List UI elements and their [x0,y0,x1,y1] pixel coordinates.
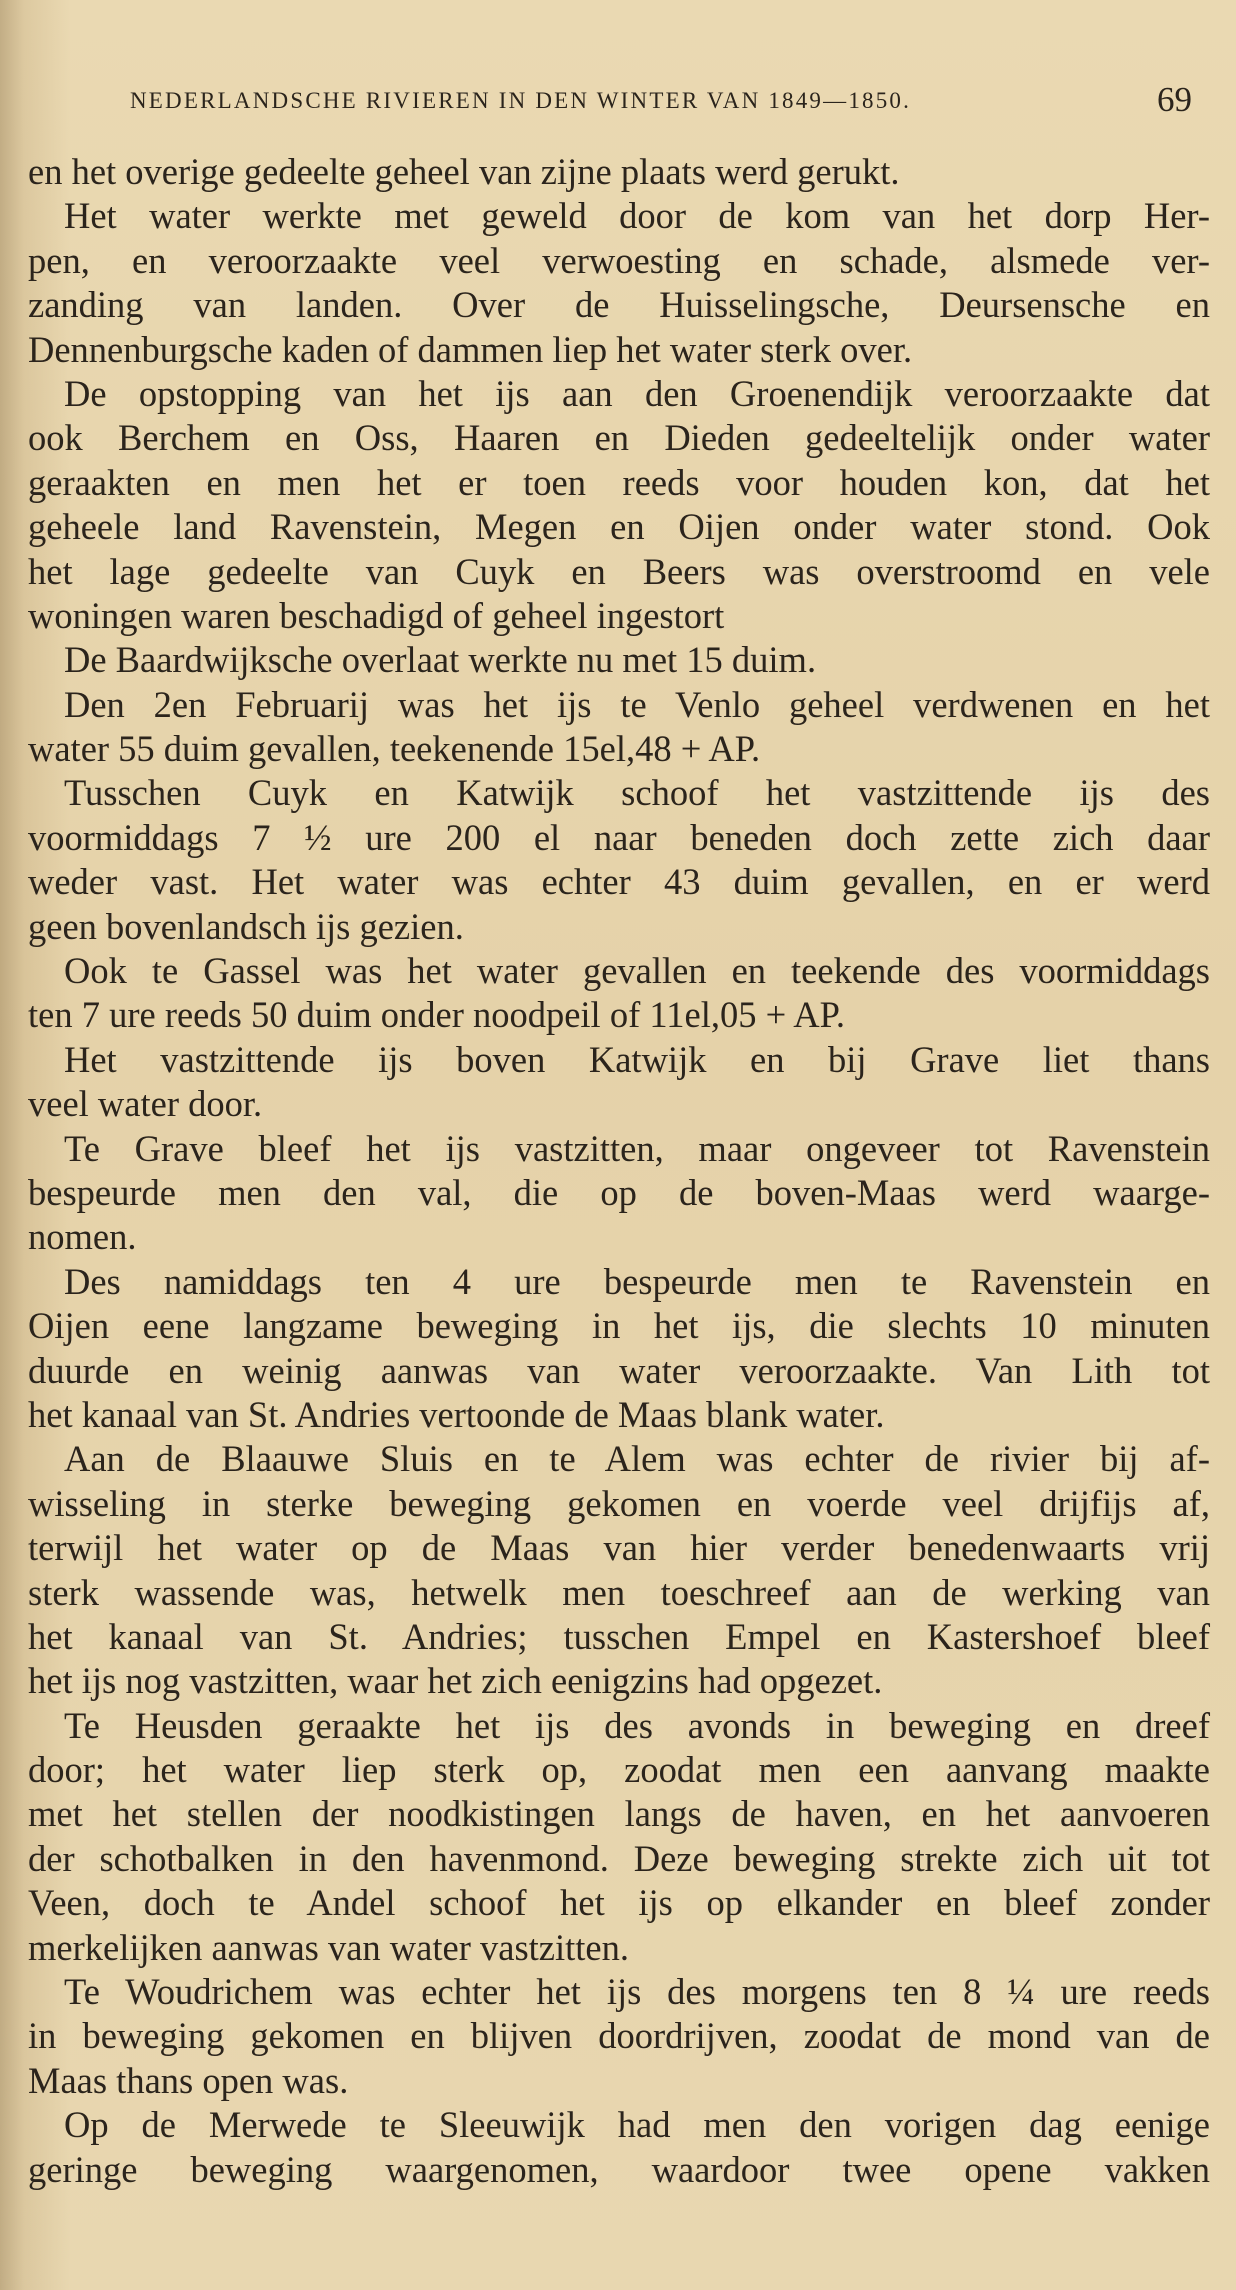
text-line: pen, en veroorzaakte veel verwoesting en schade, alsmede ver- [28,239,1210,281]
text-line: en het overige gedeelte geheel van zijne plaats werd gerukt. [28,151,900,192]
text-line: het kanaal van St. Andries vertoonde de Maas blank water. [28,1393,885,1435]
text-line: Het vastzittende ijs boven Katwijk en bij Grave liet thans [64,1038,1210,1080]
text-line: De Baardwijksche overlaat werkte nu met 15 duim. [64,639,817,681]
text-line: Den 2en Februarij was het ijs te Venlo geheel verdwenen en het [64,683,1210,725]
text-line: Tusschen Cuyk en Katwijk schoof het vastzittende ijs des [64,772,1210,814]
text-line: Oijen eene langzame beweging in het ijs, die slechts 10 minuten [28,1305,1210,1347]
text-line: Het water werkte met geweld door de kom van het dorp Her- [64,195,1210,237]
text-line: water 55 duim gevallen, teekenende 15el,48 + AP. [28,728,761,770]
text-line: De opstopping van het ijs aan den Groenendijk veroorzaakte dat [64,372,1210,414]
text-line: zanding van landen. Over de Huisselingsche, Deursensche en [28,284,1210,326]
body-text [28,150,1210,2192]
text-line: veel water door. [28,1083,263,1125]
text-line: Maas thans open was. [28,2059,349,2101]
text-line: duurde en weinig aanwas van water veroorzaakte. Van Lith tot [28,1349,1210,1391]
text-line: door; het water liep sterk op, zoodat men een aanvang maakte [28,1749,1210,1791]
text-line: geen bovenlandsch ijs gezien. [28,905,464,947]
text-line: weder vast. Het water was echter 43 duim gevallen, en er werd [28,861,1210,903]
text-line: Veen, doch te Andel schoof het ijs op elkander en bleef zonder [28,1882,1210,1924]
text-line: sterk wassende was, hetwelk men toeschreef aan de werking van [28,1571,1210,1613]
text-line: Te Grave bleef het ijs vastzitten, maar ongeveer tot Ravenstein [64,1127,1210,1169]
text-line: het kanaal van St. Andries; tusschen Empel en Kastershoef bleef [28,1615,1210,1657]
text-line: met het stellen der noodkistingen langs de haven, en het aanvoeren [28,1793,1210,1835]
text-line: Te Woudrichem was echter het ijs des morgens ten 8 ¼ ure reeds [64,1971,1210,2013]
text-line: bespeurde men den val, die op de boven-Maas werd waarge- [28,1171,1210,1213]
running-title: NEDERLANDSCHE RIVIEREN IN DEN WINTER VAN 1849—1850. [130,88,912,113]
text-line: geraakten en men het er toen reeds voor houden kon, dat het [28,461,1210,503]
text-line: der schotbalken in den havenmond. Deze beweging strekte zich uit tot [28,1837,1210,1879]
text-line: het ijs nog vastzitten, waar het zich eenigzins had opgezet. [28,1660,883,1702]
text-line: woningen waren beschadigd of geheel ingestort [28,594,725,636]
text-line: geringe beweging waargenomen, waardoor twee opene vakken [28,2148,1210,2190]
text-line: terwijl het water op de Maas van hier verder benedenwaarts vrij [28,1527,1210,1569]
text-line: in beweging gekomen en blijven doordrijven, zoodat de mond van de [28,2015,1210,2057]
text-line: Dennenburgsche kaden of dammen liep het water sterk over. [28,328,913,370]
text-line: ten 7 ure reeds 50 duim onder noodpeil of 11el,05 + AP. [28,994,846,1036]
text-line: Te Heusden geraakte het ijs des avonds in beweging en dreef [64,1704,1210,1746]
text-line: voormiddags 7 ½ ure 200 el naar beneden doch zette zich daar [28,816,1210,858]
text-line: geheele land Ravenstein, Megen en Oijen onder water stond. Ook [28,506,1210,548]
text-line: het lage gedeelte van Cuyk en Beers was overstroomd en vele [28,550,1210,592]
running-head [130,78,1200,138]
text-line: Op de Merwede te Sleeuwijk had men den vorigen dag eenige [64,2104,1210,2146]
text-line: wisseling in sterke beweging gekomen en voerde veel drijfijs af, [28,1482,1210,1524]
text-line: nomen. [28,1216,137,1258]
text-line: merkelijken aanwas van water vastzitten. [28,1926,629,1968]
text-line: Aan de Blaauwe Sluis en te Alem was echter de rivier bij af- [64,1438,1210,1480]
page-number: 69 [1157,80,1192,119]
text-line: ook Berchem en Oss, Haaren en Dieden gedeeltelijk onder water [28,417,1210,459]
text-line: Ook te Gassel was het water gevallen en teekende des voormiddags [64,950,1210,992]
text-line: Des namiddags ten 4 ure bespeurde men te Ravenstein en [64,1260,1210,1302]
